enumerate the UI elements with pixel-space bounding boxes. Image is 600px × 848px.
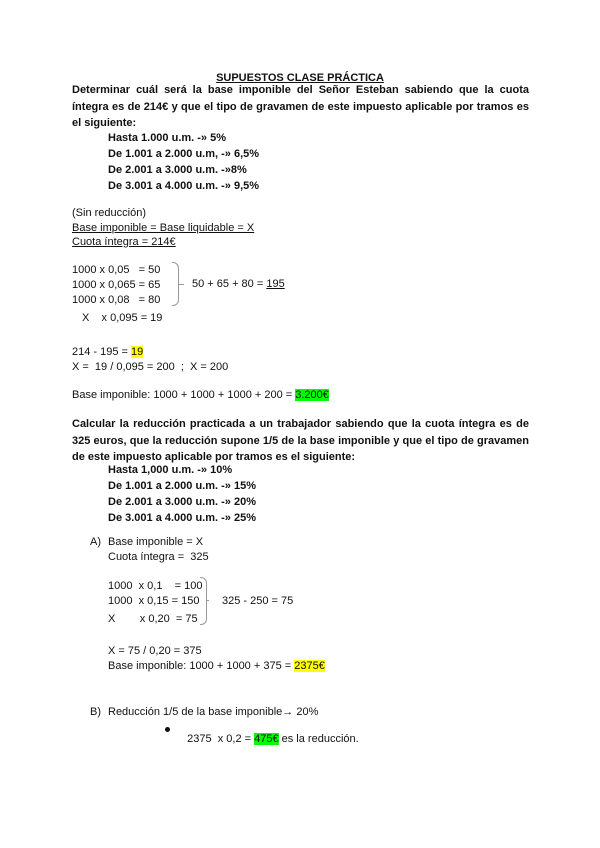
bracket-1-4: De 3.001 a 4.000 u.m. -» 9,5%	[108, 180, 260, 192]
bracket-1-1: Hasta 1.000 u.m. -» 5%	[108, 132, 227, 144]
calc-row: 1000 x 0,1 = 100	[108, 580, 203, 592]
calc-row: 1000 x 0,15 = 150	[108, 595, 200, 607]
bracket-2-4: De 3.001 a 4.000 u.m. -» 25%	[108, 512, 256, 524]
diff-result-highlight: 19	[131, 346, 144, 358]
x-solution: X = 19 / 0,095 = 200 ; X = 200	[72, 361, 229, 373]
part-a-base: Base imponible = X	[108, 536, 204, 548]
part-a-x-solution: X = 75 / 0,20 = 375	[108, 645, 202, 657]
brace-tip	[206, 600, 209, 601]
part-a-marker: A)	[90, 536, 101, 548]
bracket-2-3: De 2.001 a 3.000 u.m. -» 20%	[108, 496, 256, 508]
no-reduction-note: (Sin reducción)	[72, 207, 146, 219]
sum-prefix: 50 + 65 + 80 =	[192, 278, 267, 290]
bracket-2-2: De 1.001 a 2.000 u.m. -» 15%	[108, 480, 256, 492]
bracket-2-1: Hasta 1,000 u.m. -» 10%	[108, 464, 233, 476]
bullet-icon	[165, 727, 170, 732]
diff-prefix: 214 - 195 =	[72, 346, 132, 358]
problem-1-statement: Determinar cuál será la base imponible del Señor Esteban sabiendo que la cuota íntegra es de 214€ y que el tipo de gravamen de este impuesto aplicable por tramos es el siguiente:	[72, 84, 529, 129]
calc-row: X x 0,095 = 19	[82, 312, 163, 324]
base-result-highlight: 3.200€	[295, 389, 329, 401]
calc-row: 1000 x 0,08 = 80	[72, 294, 161, 306]
part-b-marker: B)	[90, 706, 101, 718]
diff-line	[72, 346, 143, 358]
part-a-cuota: Cuota íntegra = 325	[108, 551, 209, 563]
base-prefix: Base imponible: 1000 + 1000 + 1000 + 200 =	[72, 389, 296, 401]
sum-line	[192, 278, 285, 290]
calc-row: 1000 x 0,05 = 50	[72, 264, 161, 276]
calc-row: X x 0,20 = 75	[108, 613, 198, 625]
part-b-line: Reducción 1/5 de la base imponible→ 20%	[108, 706, 319, 718]
part-b-prefix: 2375 x 0,2 =	[187, 733, 255, 745]
part-b-suffix: es la reducción.	[278, 733, 359, 745]
base-result-line	[72, 389, 329, 401]
bracket-1-2: De 1.001 a 2.000 u.m, -» 6,5%	[108, 148, 260, 160]
calc-row: 1000 x 0,065 = 65	[72, 279, 161, 291]
part-a-base-prefix: Base imponible: 1000 + 1000 + 375 =	[108, 660, 295, 672]
sum-result: 195	[266, 278, 285, 290]
problem-2-statement: Calcular la reducción practicada a un trabajador sabiendo que la cuota íntegra es de 325 euros, que la reducción supone 1/5 de la base imponible y que el tipo de gravamen de este impuesto aplicable por tramos es el siguiente:	[72, 418, 529, 463]
base-equation: Base imponible = Base liquidable = X	[72, 222, 255, 234]
part-a-base-result-line	[108, 660, 325, 672]
part-b-bullet	[181, 721, 359, 745]
part-a-base-result-highlight: 2375€	[294, 660, 325, 672]
brace-icon	[200, 577, 207, 625]
page-title: SUPUESTOS CLASE PRÁCTICA	[216, 72, 384, 84]
part-a-diff: 325 - 250 = 75	[222, 595, 294, 607]
cuota-equation: Cuota íntegra = 214€	[72, 236, 176, 248]
part-b-result-highlight: 475€	[254, 733, 279, 745]
brace-tip	[178, 284, 184, 285]
bracket-1-3: De 2.001 a 3.000 u.m. -»8%	[108, 164, 247, 176]
